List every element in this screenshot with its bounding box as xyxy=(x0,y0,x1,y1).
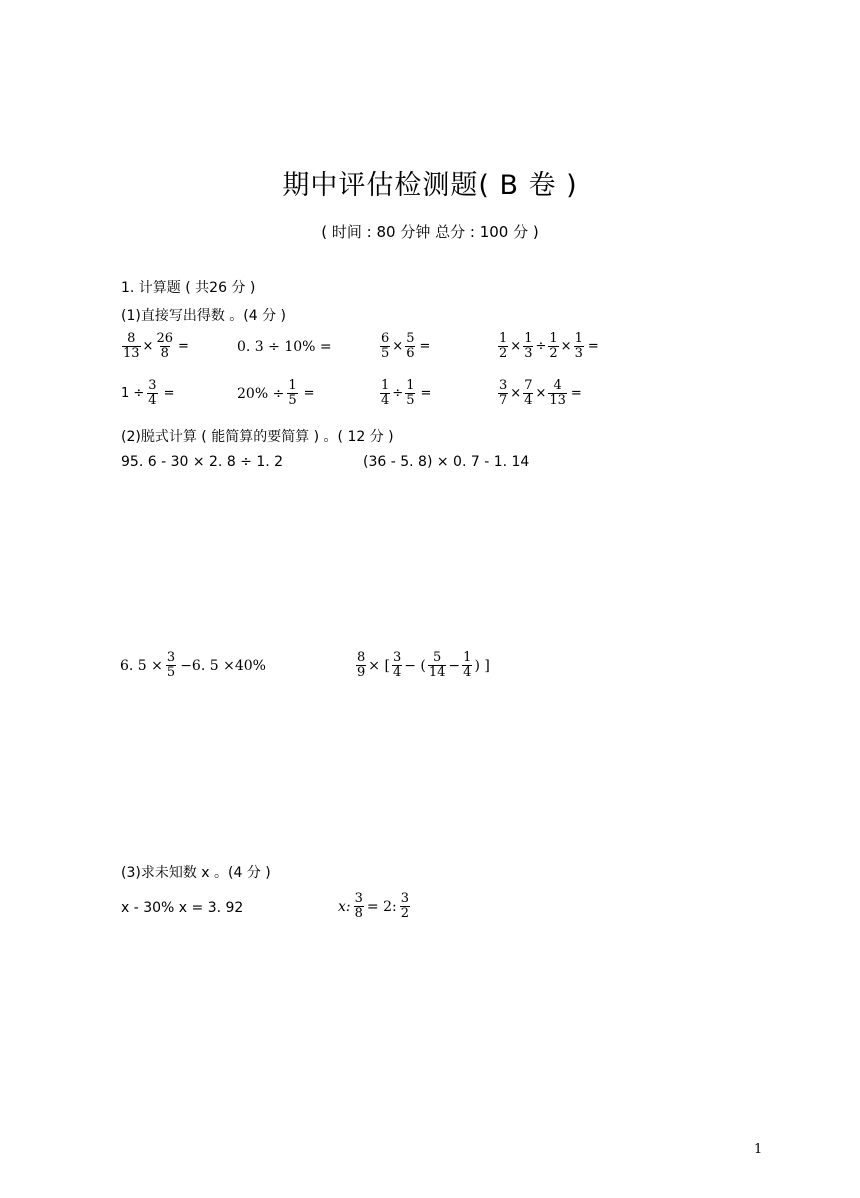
closing-brackets: ) ] xyxy=(474,657,490,674)
numerator: 3 xyxy=(400,891,409,906)
operator: × xyxy=(560,339,572,354)
equals-sign: = xyxy=(163,386,175,401)
expression-lead: 1 ÷ xyxy=(121,386,145,401)
fraction xyxy=(155,332,174,361)
equals-sign: = xyxy=(570,386,582,401)
expression-2: (36 - 5. 8) × 0. 7 - 1. 14 xyxy=(363,454,530,470)
fraction xyxy=(147,379,157,408)
problem-2-4 xyxy=(496,379,582,408)
denominator: 4 xyxy=(148,393,157,408)
denominator: 13 xyxy=(549,393,566,408)
exam-time-score: ( 时间 : 80 分钟 总分 : 100 分 ) xyxy=(321,223,539,241)
problem-2-1 xyxy=(121,379,174,408)
equation-1: x - 30% x = 3. 92 xyxy=(121,900,244,916)
denominator: 2 xyxy=(549,346,558,361)
expression-4 xyxy=(354,651,490,680)
expression: 0. 3 ÷ 10% = xyxy=(237,339,332,355)
fraction xyxy=(498,332,508,361)
numerator: 1 xyxy=(406,378,415,393)
numerator: 7 xyxy=(524,378,533,393)
numerator: 3 xyxy=(499,378,508,393)
operator: ÷ xyxy=(392,386,404,401)
numerator: 3 xyxy=(354,891,363,906)
denominator: 4 xyxy=(381,393,390,408)
denominator: 8 xyxy=(160,346,169,361)
equation-lead: x: xyxy=(338,898,351,915)
fraction xyxy=(523,379,533,408)
numerator: 1 xyxy=(381,378,390,393)
part3-heading: (3)求未知数 x 。(4 分 ) xyxy=(121,865,271,881)
fraction xyxy=(287,379,297,408)
operator: × xyxy=(142,339,154,354)
fraction xyxy=(574,332,584,361)
numerator: 5 xyxy=(406,331,415,346)
denominator: 4 xyxy=(463,665,472,680)
numerator: 1 xyxy=(499,331,508,346)
numerator: 1 xyxy=(463,650,472,665)
denominator: 6 xyxy=(406,346,415,361)
problem-1-4 xyxy=(496,332,599,361)
fraction xyxy=(405,332,415,361)
equals-sign: = xyxy=(419,339,431,354)
denominator: 8 xyxy=(354,906,363,921)
operator: × xyxy=(535,386,547,401)
fraction xyxy=(405,379,415,408)
fraction xyxy=(523,332,533,361)
equals-sign: = xyxy=(587,339,599,354)
fraction xyxy=(166,651,176,680)
fraction xyxy=(354,892,364,921)
denominator: 5 xyxy=(288,393,297,408)
expression-3 xyxy=(120,651,266,680)
denominator: 13 xyxy=(123,346,140,361)
fraction xyxy=(400,892,410,921)
numerator: 1 xyxy=(524,331,533,346)
operator: − xyxy=(448,657,461,674)
denominator: 9 xyxy=(357,665,366,680)
equals-sign: = xyxy=(178,339,189,354)
operator: × [ xyxy=(368,657,390,674)
fraction xyxy=(428,651,447,680)
expression-lead: 6. 5 × xyxy=(120,657,163,674)
fraction xyxy=(498,379,508,408)
numerator: 3 xyxy=(392,650,402,665)
operator: × xyxy=(510,339,522,354)
fraction xyxy=(122,332,141,361)
operator: × xyxy=(392,339,404,354)
fraction xyxy=(380,379,390,408)
denominator: 14 xyxy=(428,665,446,680)
expression-1: 95. 6 - 30 × 2. 8 ÷ 1. 2 xyxy=(121,454,284,470)
numerator: 1 xyxy=(574,331,583,346)
numerator: 8 xyxy=(357,650,366,665)
operator: × xyxy=(510,386,522,401)
fraction xyxy=(380,332,390,361)
problem-2-3 xyxy=(378,379,431,408)
numerator: 4 xyxy=(553,378,562,393)
fraction xyxy=(356,651,366,680)
fraction xyxy=(392,651,402,680)
problem-2-2 xyxy=(237,379,315,408)
operator: ÷ xyxy=(535,339,547,354)
numerator: 1 xyxy=(288,378,297,393)
expression-tail: −6. 5 ×40% xyxy=(180,657,266,674)
section-heading-calculation: 1. 计算题 ( 共26 分 ) xyxy=(121,280,256,296)
operator: − ( xyxy=(404,657,426,674)
denominator: 3 xyxy=(524,346,533,361)
denominator: 5 xyxy=(166,665,176,680)
denominator: 2 xyxy=(499,346,508,361)
numerator: 26 xyxy=(156,331,173,346)
fraction xyxy=(548,379,567,408)
denominator: 7 xyxy=(499,393,508,408)
equals-sign: = xyxy=(420,386,432,401)
numerator: 8 xyxy=(127,331,136,346)
numerator: 3 xyxy=(166,650,176,665)
numerator: 5 xyxy=(433,650,442,665)
expression-lead: 20% ÷ xyxy=(237,385,285,402)
denominator: 5 xyxy=(406,393,415,408)
denominator: 4 xyxy=(392,665,402,680)
equation-2 xyxy=(338,892,412,921)
problem-1-1 xyxy=(120,332,189,361)
denominator: 4 xyxy=(524,393,533,408)
problem-1-2 xyxy=(237,339,332,355)
numerator: 1 xyxy=(549,331,558,346)
equation-middle: = 2: xyxy=(366,898,397,915)
page-title: 期中评估检测题( B 卷 ) xyxy=(282,170,578,201)
equals-sign: = xyxy=(303,386,315,401)
problem-1-3 xyxy=(378,332,430,361)
denominator: 5 xyxy=(381,346,390,361)
numerator: 6 xyxy=(381,331,390,346)
part1-heading: (1)直接写出得数 。(4 分 ) xyxy=(121,308,287,324)
denominator: 3 xyxy=(574,346,583,361)
fraction xyxy=(548,332,558,361)
numerator: 3 xyxy=(148,378,157,393)
part2-heading: (2)脱式计算 ( 能简算的要简算 ) 。( 12 分 ) xyxy=(121,429,394,445)
denominator: 2 xyxy=(400,906,409,921)
fraction xyxy=(462,651,472,680)
page-number: 1 xyxy=(754,1142,763,1157)
